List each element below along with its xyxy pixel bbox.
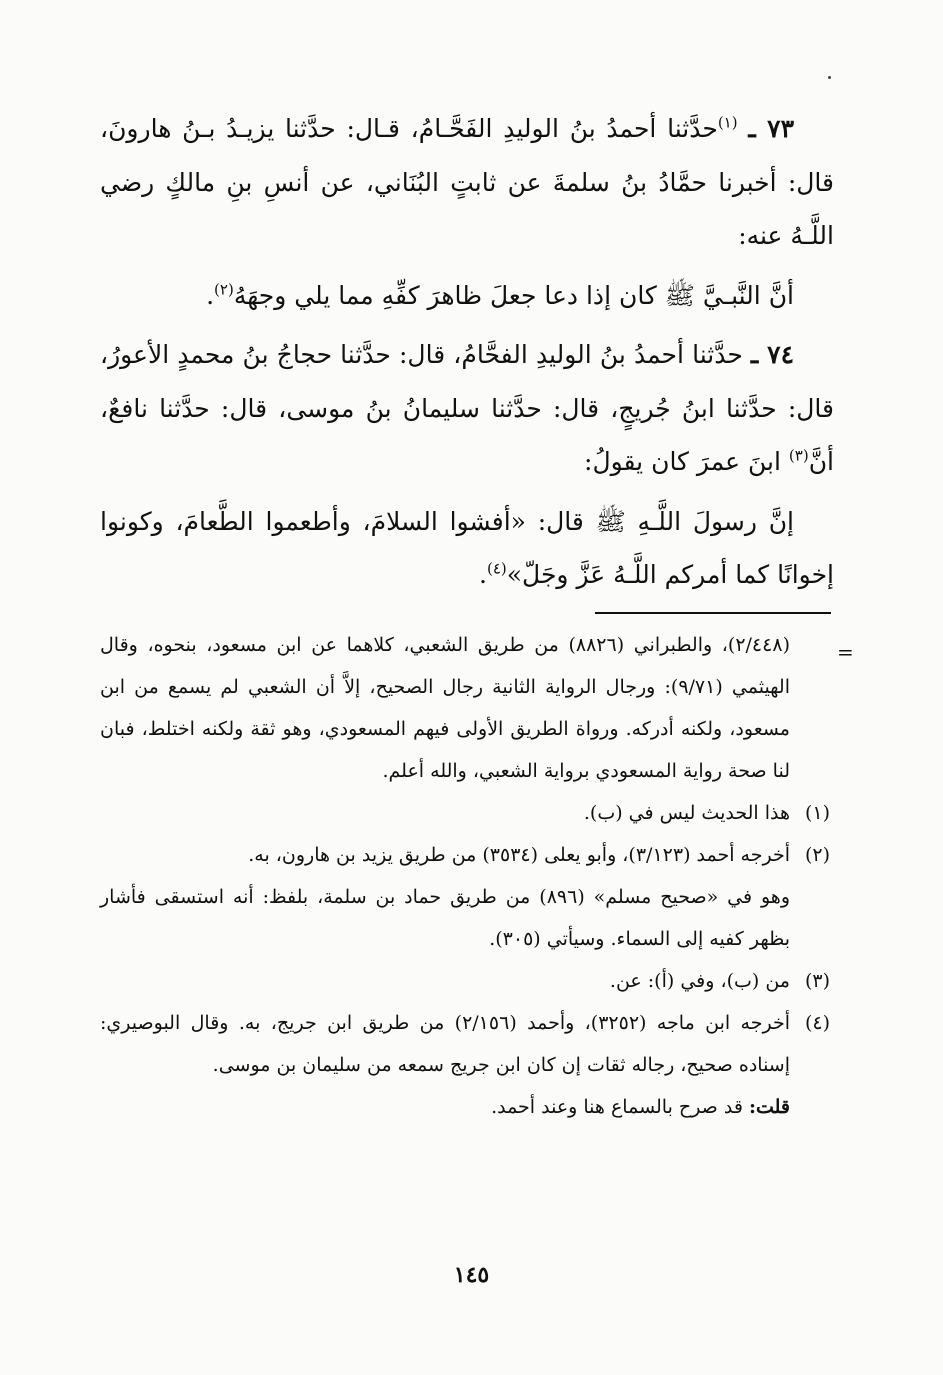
footnote-continuation bbox=[100, 624, 834, 792]
hadith-number: ٧٣ ـ bbox=[748, 114, 794, 143]
comment-lead: قلت: bbox=[748, 1096, 790, 1118]
comment-text: قد صرح بالسماع هنا وعند أحمد. bbox=[491, 1096, 749, 1118]
footnote-text: (٢/٤٤٨)، والطبراني (٨٨٢٦) من طريق الشعبي، كلاهما عن ابن مسعود، بنحوه، وقال الهيثمي (٩/٧١): ورجال الرواية الثانية رجال الصحيح، إلاَّ أن الشعبي لم يسمع من ابن مسعود، ولكنه أدركه. ورواة الطريق الأولى فيهم المسعودي، وهو ثقة ولكنه اختلط، فبان لنا صحة رواية المسعودي برواية الشعبي، والله أعلم. bbox=[100, 634, 790, 782]
footnote-separator bbox=[595, 612, 831, 614]
isnad-text: حدَّثنا أحمدُ بنُ الوليدِ الفحَّامُ، قال: حدَّثنا حجاجُ بنُ محمدٍ الأعورُ، قال: حدَّثنا ابنُ جُريجٍ، قال: حدَّثنا سليمانُ بنُ موسى، قال: حدَّثنا نافعٌ، أنَّ bbox=[100, 340, 834, 476]
footnote-text: هذا الحديث ليس في (ب). bbox=[583, 802, 790, 824]
hadith-73-isnad bbox=[100, 102, 834, 263]
isnad-text: حدَّثنا أحمدُ بنُ الوليدِ الفَحَّـامُ، قـال: حدَّثنا يزيـدُ بـنُ هارونَ، قال: أخبرنا حمَّادُ بنُ سلمةَ عن ثابتٍ البُنَاني، عن أنسِ بنِ مالكٍ رضي اللَّـهُ عنه: bbox=[100, 114, 834, 250]
footnote-number: (٣) bbox=[804, 970, 830, 992]
footnote-text: أخرجه ابن ماجه (٣٢٥٢)، وأحمد (٢/١٥٦) من طريق ابن جريج، به. وقال البوصيري: إسناده صحيح، رجاله ثقات إن كان ابن جريج سمعه من سليمان بن موسى. bbox=[100, 1012, 790, 1076]
footnote-number: (٤) bbox=[804, 1012, 830, 1034]
hadith-74-isnad bbox=[100, 328, 834, 489]
footnote-4 bbox=[100, 1002, 834, 1128]
sentence-end: . bbox=[206, 280, 215, 310]
continuation-mark: = bbox=[837, 640, 854, 664]
matn-text: إنَّ رسولَ اللَّـهِ ﷺ قال: «أفشوا السلامَ، وأطعموا الطَّعامَ، وكونوا إخوانًا كما أمركم اللَّـهُ عَزَّ وجَلّ» bbox=[100, 506, 834, 589]
footnote-ref: (٤) bbox=[486, 559, 507, 578]
footnote-text: من (ب)، وفي (أ): عن. bbox=[609, 970, 790, 992]
footnote-ref: (٢) bbox=[214, 280, 234, 299]
footnote-number: (١) bbox=[804, 802, 830, 824]
footnote-1 bbox=[100, 792, 834, 834]
footnote-3 bbox=[100, 960, 834, 1002]
footnote-comment bbox=[100, 1086, 790, 1128]
isnad-text: ابنَ عمرَ كان يقولُ: bbox=[584, 447, 789, 476]
footnote-number: (٢) bbox=[804, 844, 830, 866]
matn-text: أنَّ النَّبـيَّ ﷺ كان إذا دعا جعلَ ظاهرَ كفِّهِ مما يلي وجهَهُ bbox=[233, 280, 794, 310]
sentence-end: . bbox=[479, 560, 487, 589]
footnote-text: أخرجه أحمد (٣/١٢٣)، وأبو يعلى (٣٥٣٤) من طريق يزيد بن هارون، به. bbox=[248, 844, 790, 866]
hadith-number: ٧٤ ـ bbox=[750, 340, 794, 369]
footnotes bbox=[100, 624, 834, 1128]
footnote-2 bbox=[100, 834, 834, 960]
hadith-text bbox=[100, 102, 834, 608]
hadith-73-matn bbox=[100, 269, 834, 323]
footnote-text: وهو في «صحيح مسلم» (٨٩٦) من طريق حماد بن سلمة، بلفظ: أنه استسقى فأشار بظهر كفيه إلى السماء. وسيأتي (٣٠٥). bbox=[100, 886, 790, 950]
footnote-ref: (٣) bbox=[788, 446, 809, 465]
page-number: ١٤٥ bbox=[453, 1262, 490, 1288]
page-speck bbox=[828, 76, 831, 79]
hadith-74-matn bbox=[100, 495, 834, 602]
footnote-ref: (١) bbox=[717, 113, 738, 132]
